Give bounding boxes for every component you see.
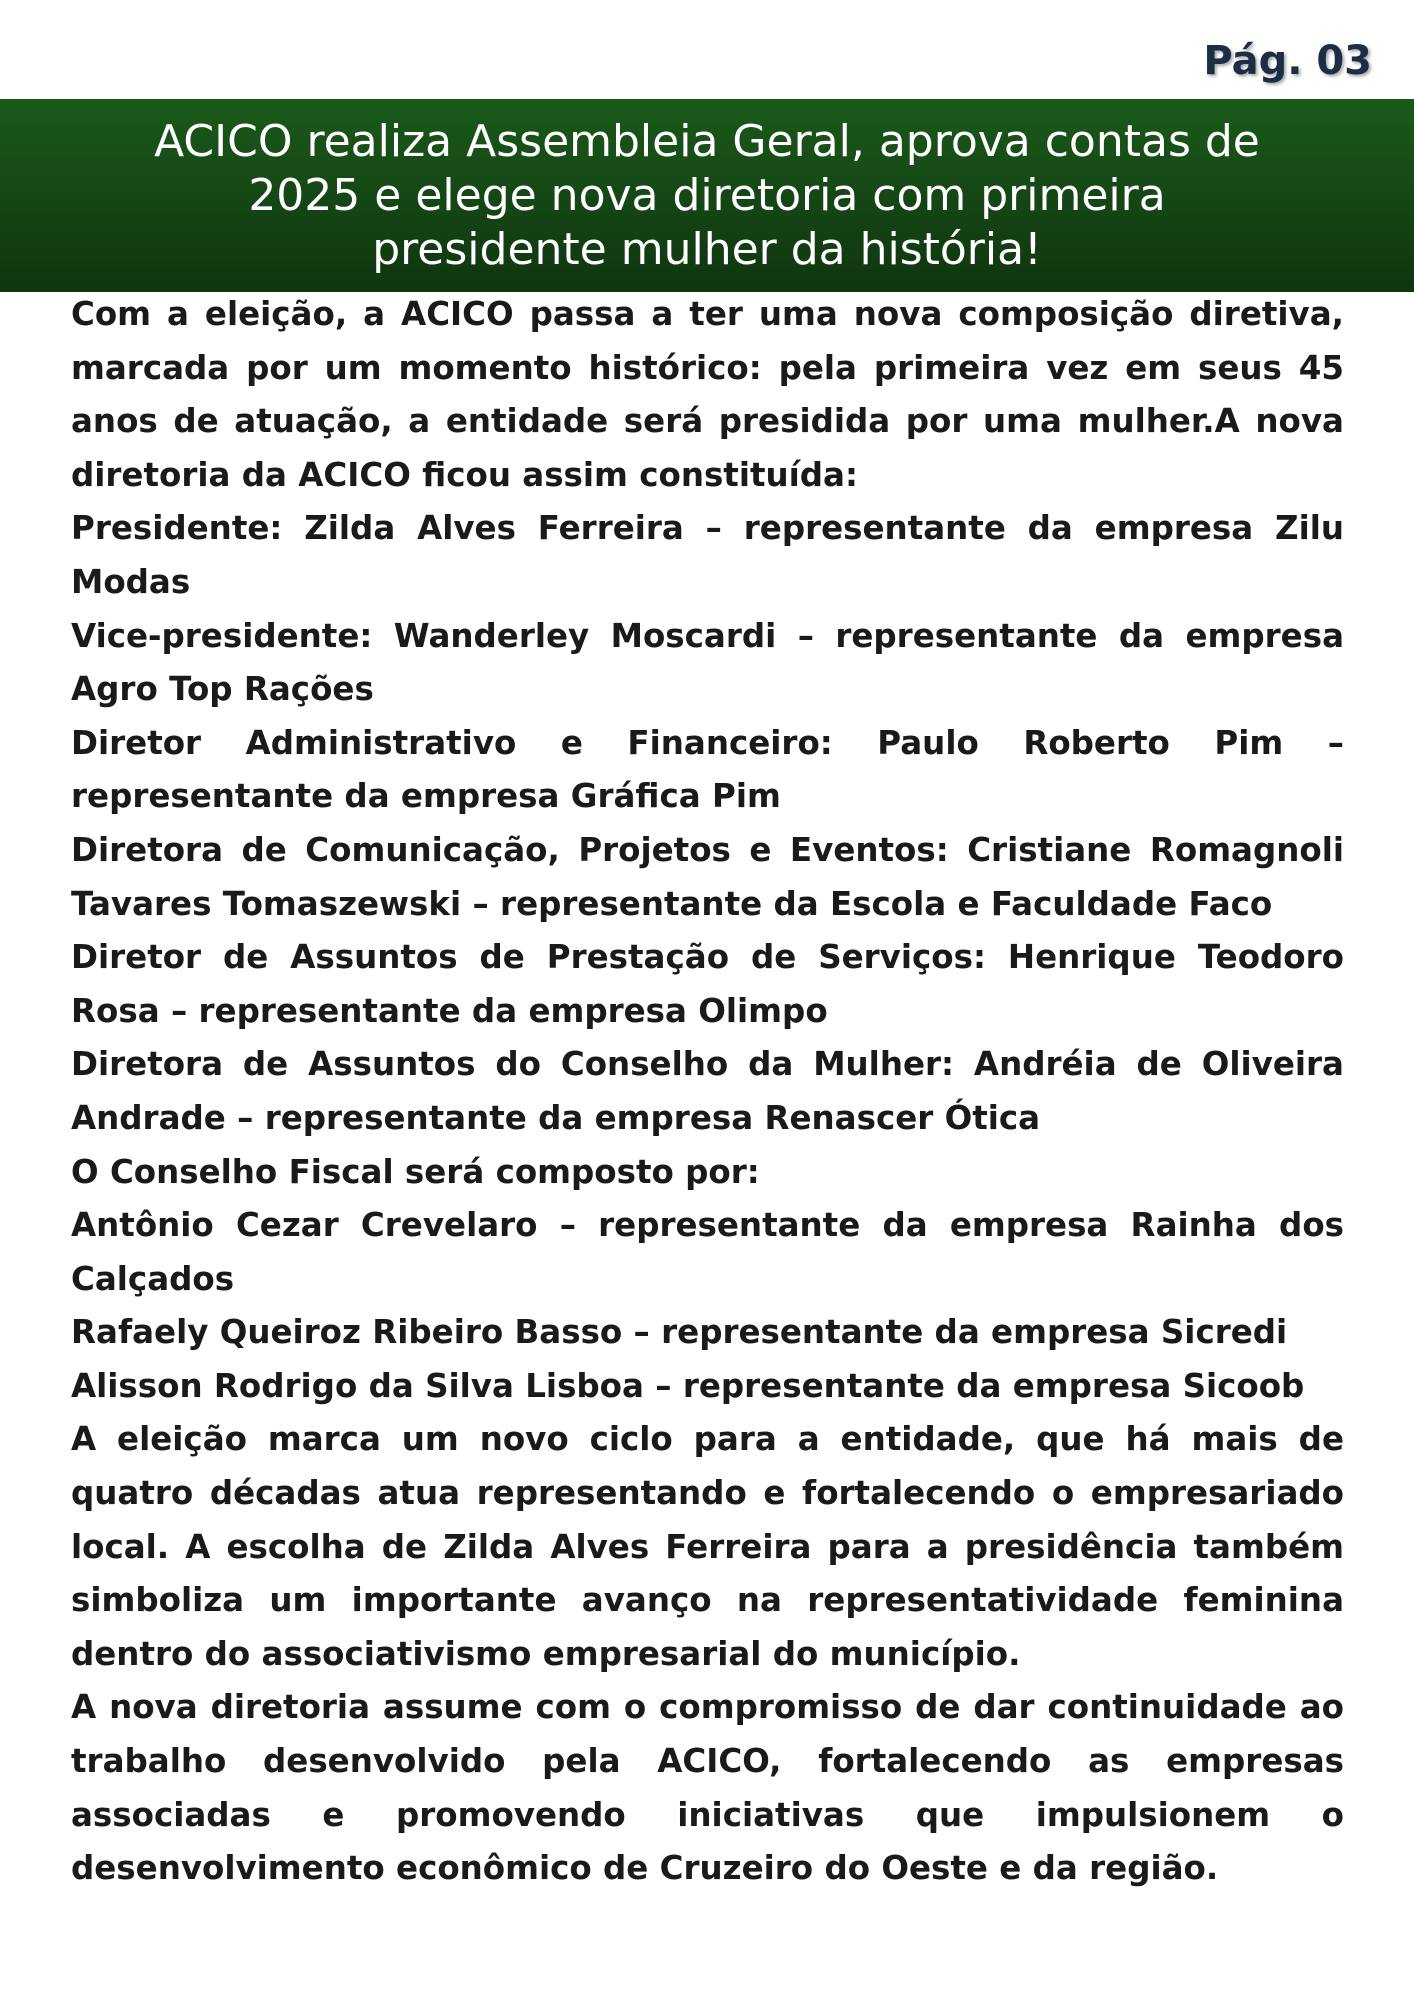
- article-paragraph-new-cycle: A eleição marca um novo ciclo para a entidade, que há mais de quatro décadas atua representando e fortalecendo o empresariado local. A escolha de Zilda Alves Ferreira para a presidência também simboliza um importante avanço na representatividade feminina dentro do associativismo empresarial do município.: [71, 1420, 1344, 1673]
- headline-banner: [0, 99, 1414, 292]
- fiscal-council-heading: O Conselho Fiscal será composto por:: [71, 1152, 760, 1191]
- board-member-womens-council: Diretora de Assuntos do Conselho da Mulher: Andréia de Oliveira Andrade – representante da empresa Renascer Ótica: [71, 1045, 1344, 1137]
- board-member-president: Presidente: Zilda Alves Ferreira – representante da empresa Zilu Modas: [71, 509, 1344, 601]
- article-headline: ACICO realiza Assembleia Geral, aprova contas de 2025 e elege nova diretoria com primeira presidente mulher da história!: [154, 115, 1260, 275]
- article-paragraph-commitment: A nova diretoria assume com o compromisso de dar continuidade ao trabalho desenvolvido pela ACICO, fortalecendo as empresas associadas e promovendo iniciativas que impulsionem o desenvolvimento econômico de Cruzeiro do Oeste e da região.: [71, 1688, 1344, 1888]
- article-paragraph-intro: Com a eleição, a ACICO passa a ter uma nova composição diretiva, marcada por um momento histórico: pela primeira vez em seus 45 anos de atuação, a entidade será presidida por uma mulher.A nova diretoria da ACICO ficou assim constituída:: [71, 295, 1344, 494]
- board-member-admin-finance: Diretor Administrativo e Financeiro: Paulo Roberto Pim – representante da empresa Gráfica Pim: [71, 723, 1344, 816]
- board-member-services: Diretor de Assuntos de Prestação de Serviços: Henrique Teodoro Rosa – representante da empresa Olimpo: [71, 938, 1344, 1030]
- board-member-vice-president: Vice-presidente: Wanderley Moscardi – representante da empresa Agro Top Rações: [71, 616, 1344, 709]
- page-number: Pág. 03: [1203, 38, 1372, 84]
- board-member-communication: Diretora de Comunicação, Projetos e Eventos: Cristiane Romagnoli Tavares Tomaszewski – representante da Escola e Faculdade Faco: [71, 830, 1344, 923]
- fiscal-council-member: Rafaely Queiroz Ribeiro Basso – representante da empresa Sicredi: [71, 1313, 1288, 1352]
- article-body: [71, 288, 1344, 1896]
- fiscal-council-member: Antônio Cezar Crevelaro – representante da empresa Rainha dos Calçados: [71, 1206, 1344, 1298]
- fiscal-council-member: Alisson Rodrigo da Silva Lisboa – representante da empresa Sicoob: [71, 1366, 1305, 1405]
